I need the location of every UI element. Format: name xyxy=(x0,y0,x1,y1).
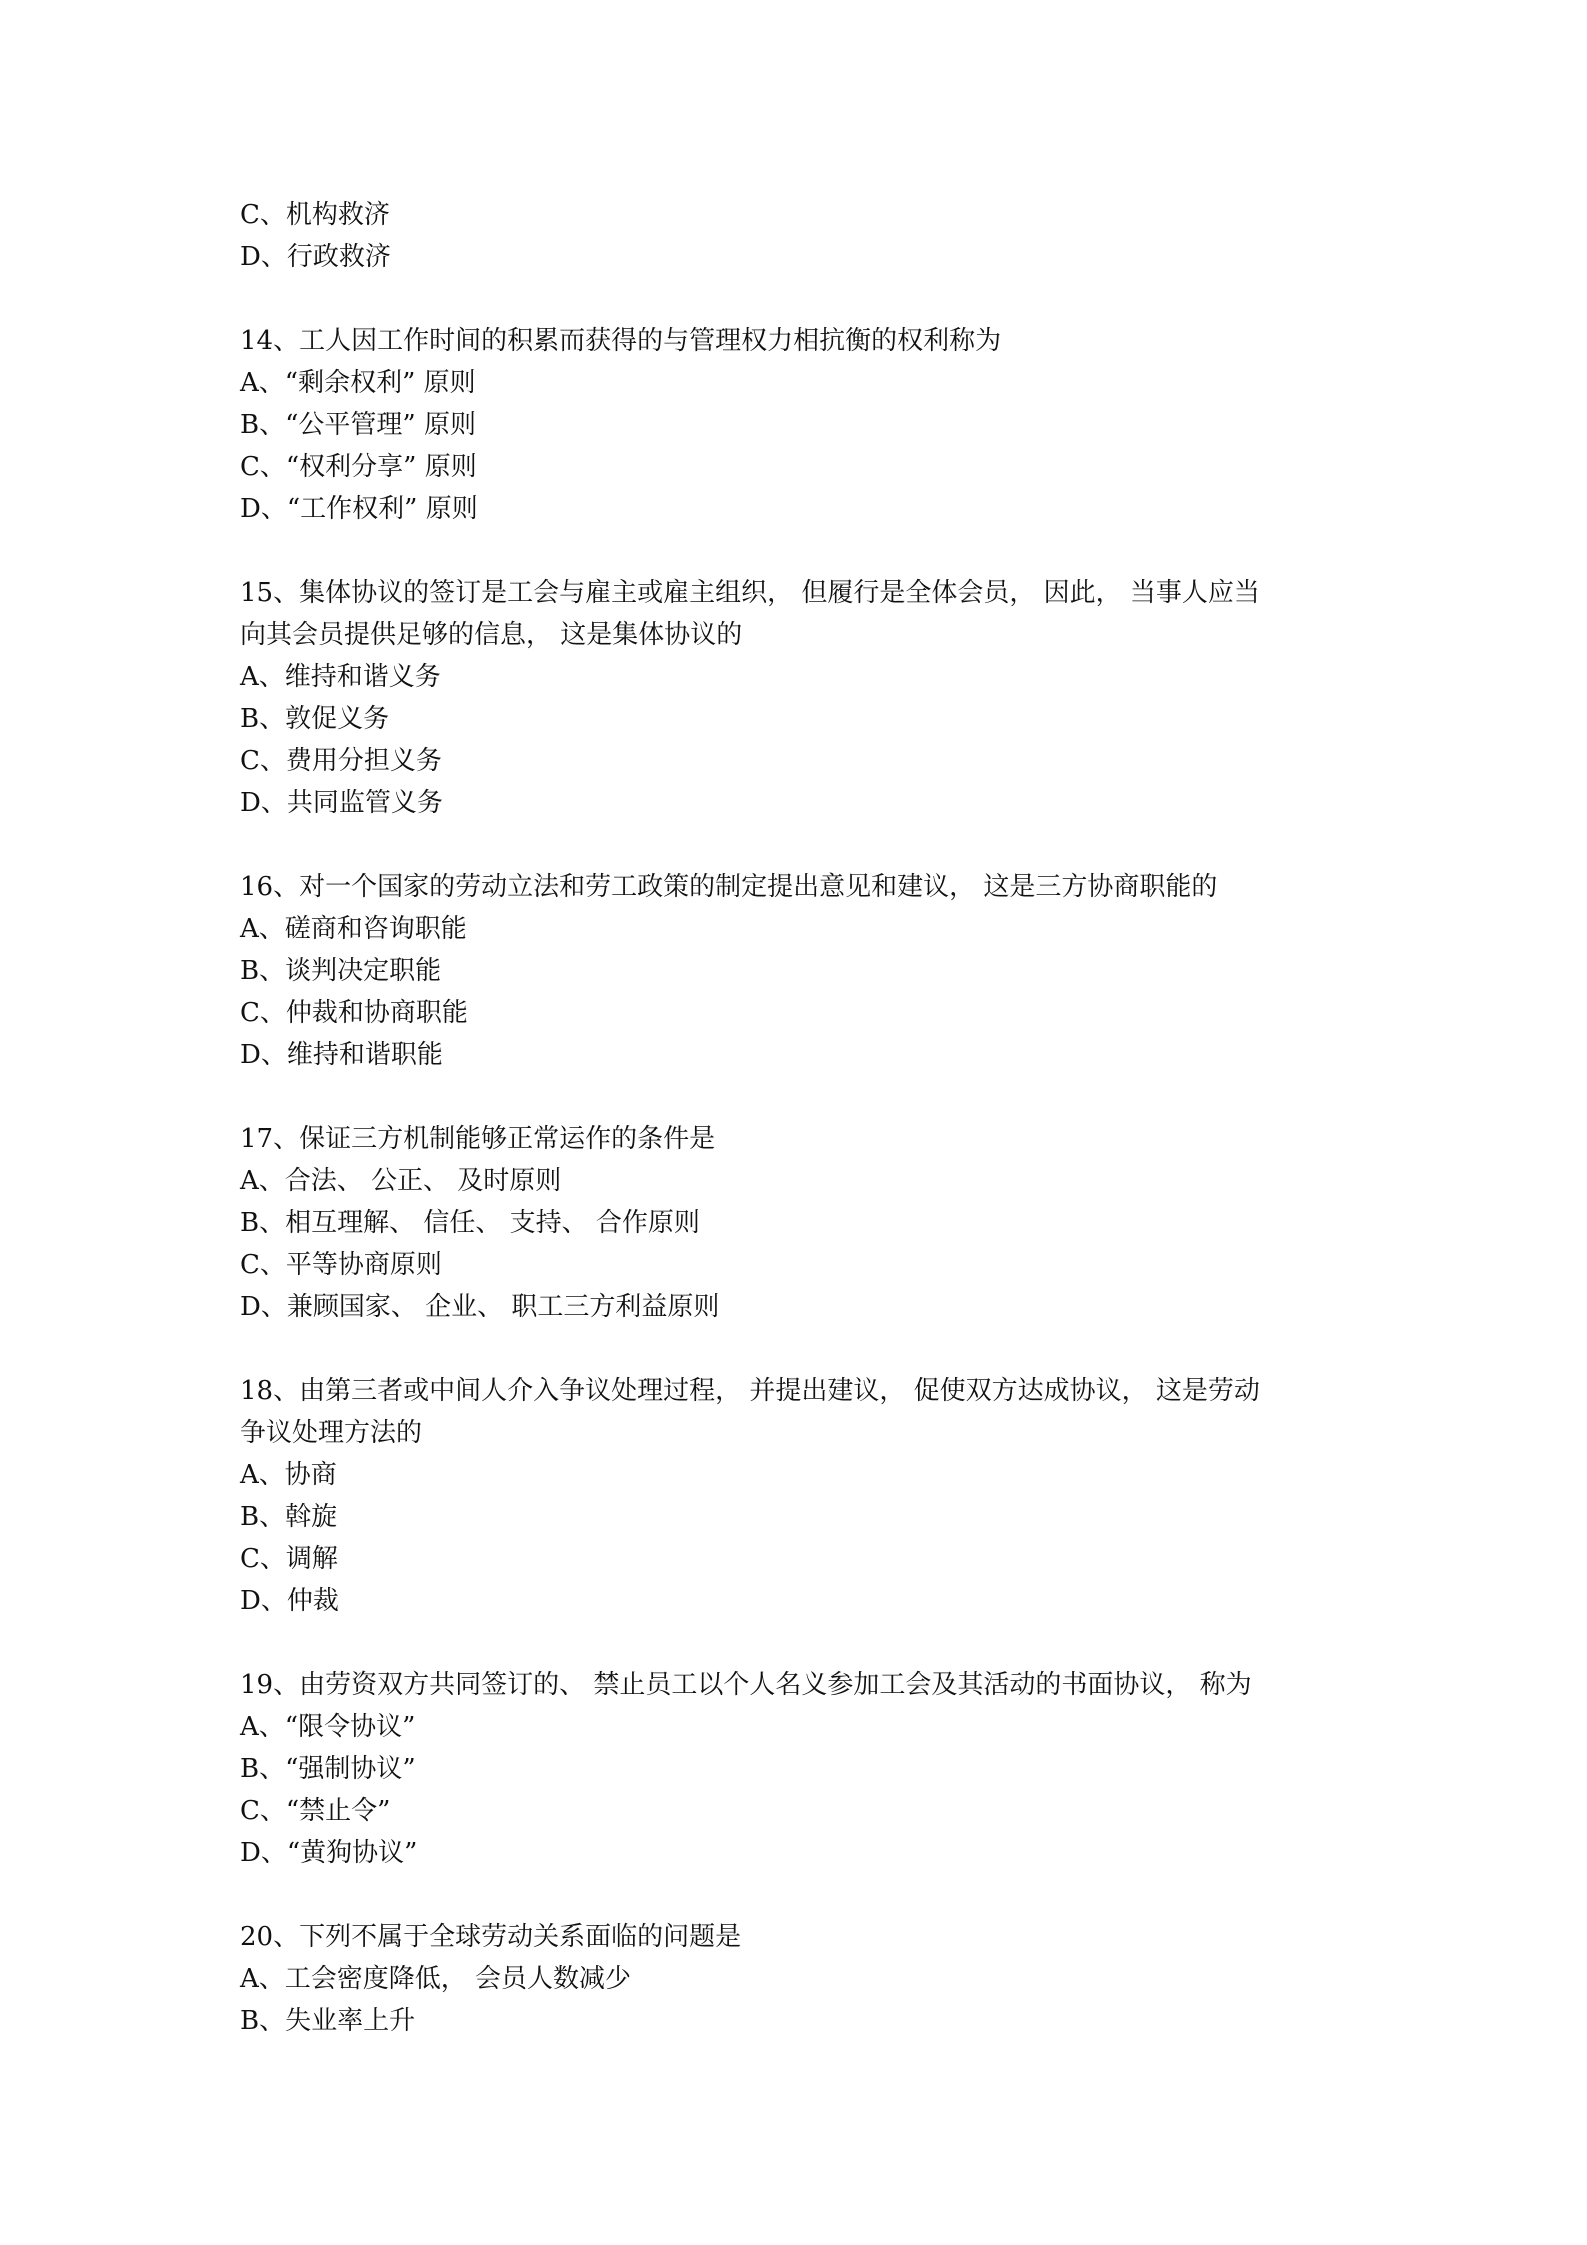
option-d: D、共同监管义务 xyxy=(240,788,443,818)
question-16 xyxy=(240,866,1360,1076)
option-a: A、合法、 公正、 及时原则 xyxy=(240,1166,562,1196)
question-15 xyxy=(240,572,1360,824)
option-d: D、维持和谐职能 xyxy=(240,1040,443,1070)
option-a: A、工会密度降低， 会员人数减少 xyxy=(240,1964,632,1994)
option-b: B、“公平管理” 原则 xyxy=(240,410,476,440)
option-a: A、“剩余权利” 原则 xyxy=(240,368,476,398)
option-d: D、行政救济 xyxy=(240,242,391,272)
question-text: 20、下列不属于全球劳动关系面临的问题是 xyxy=(240,1922,742,1952)
option-c: C、调解 xyxy=(240,1544,338,1574)
question-20 xyxy=(240,1916,1360,2042)
option-b: B、敦促义务 xyxy=(240,704,390,734)
question-text: 16、对一个国家的劳动立法和劳工政策的制定提出意见和建议， 这是三方协商职能的 xyxy=(240,872,1218,902)
option-d: D、“黄狗协议” xyxy=(240,1838,418,1868)
question-18 xyxy=(240,1370,1360,1622)
option-b: B、谈判决定职能 xyxy=(240,956,442,986)
document-page xyxy=(240,194,1360,2042)
option-a: A、“限令协议” xyxy=(240,1712,416,1742)
question-17 xyxy=(240,1118,1360,1328)
question-text-cont: 向其会员提供足够的信息， 这是集体协议的 xyxy=(240,620,743,650)
option-a: A、协商 xyxy=(240,1460,337,1490)
option-b: B、相互理解、 信任、 支持、 合作原则 xyxy=(240,1208,700,1238)
question-text: 14、工人因工作时间的积累而获得的与管理权力相抗衡的权利称为 xyxy=(240,326,1002,356)
question-text: 15、集体协议的签订是工会与雇主或雇主组织， 但履行是全体会员， 因此， 当事人应当 xyxy=(240,578,1260,608)
question-text: 18、由第三者或中间人介入争议处理过程， 并提出建议， 促使双方达成协议， 这是劳动 xyxy=(240,1376,1260,1406)
option-c: C、“权利分享” 原则 xyxy=(240,452,477,482)
option-c: C、费用分担义务 xyxy=(240,746,442,776)
option-a: A、磋商和咨询职能 xyxy=(240,914,467,944)
option-c: C、仲裁和协商职能 xyxy=(240,998,468,1028)
option-d: D、“工作权利” 原则 xyxy=(240,494,478,524)
question-13-tail xyxy=(240,194,1360,278)
option-b: B、失业率上升 xyxy=(240,2006,416,2036)
option-b: B、“强制协议” xyxy=(240,1754,416,1784)
option-c: C、平等协商原则 xyxy=(240,1250,442,1280)
option-c: C、机构救济 xyxy=(240,200,390,230)
option-c: C、“禁止令” xyxy=(240,1796,391,1826)
option-d: D、兼顾国家、 企业、 职工三方利益原则 xyxy=(240,1292,720,1322)
question-19 xyxy=(240,1664,1360,1874)
question-text-cont: 争议处理方法的 xyxy=(240,1418,423,1448)
question-14 xyxy=(240,320,1360,530)
question-text: 17、保证三方机制能够正常运作的条件是 xyxy=(240,1124,716,1154)
question-text: 19、由劳资双方共同签订的、 禁止员工以个人名义参加工会及其活动的书面协议， 称为 xyxy=(240,1670,1252,1700)
option-a: A、维持和谐义务 xyxy=(240,662,441,692)
option-b: B、斡旋 xyxy=(240,1502,338,1532)
option-d: D、仲裁 xyxy=(240,1586,339,1616)
